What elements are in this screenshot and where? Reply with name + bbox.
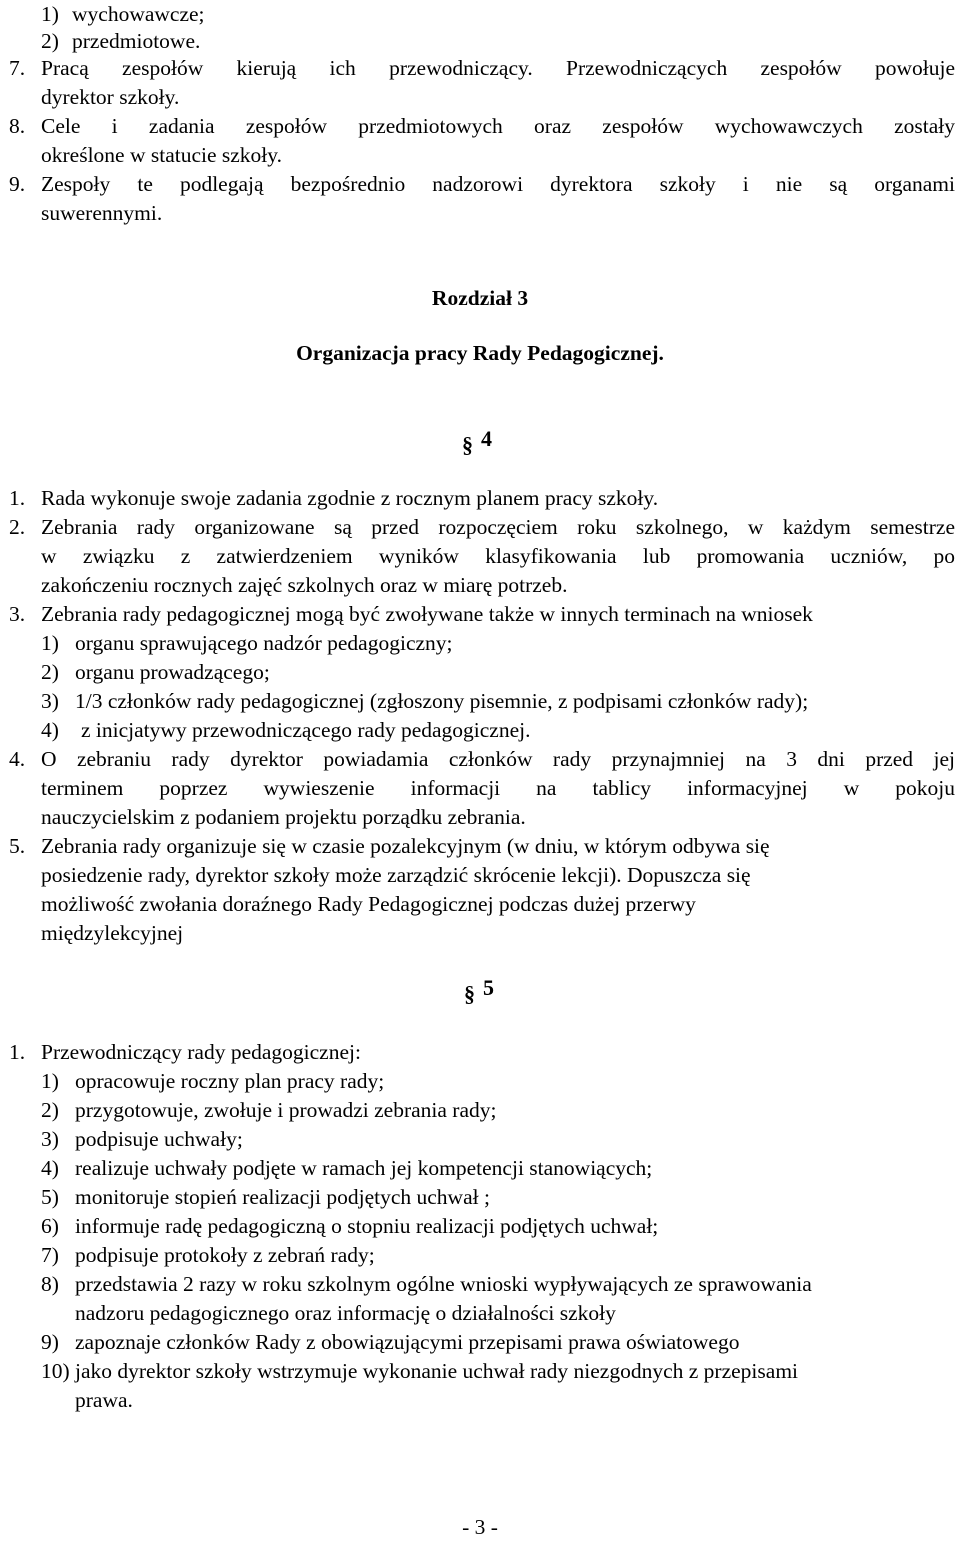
paragraph-line: w związku z zatwierdzeniem wyników klasyfikowania lub promowania uczniów, po xyxy=(41,544,955,568)
list-number: 3) xyxy=(41,1127,59,1151)
list-text: nadzoru pedagogicznego oraz informację o działalności szkoły xyxy=(75,1301,616,1325)
section-number: 5 xyxy=(483,975,494,1000)
list-text: przedstawia 2 razy w roku szkolnym ogólne wnioski wypływających ze sprawowania xyxy=(75,1272,812,1296)
paragraph-line: dyrektor szkoły. xyxy=(41,85,180,109)
paragraph-number: 9. xyxy=(9,172,26,196)
list-text: podpisuje protokoły z zebrań rady; xyxy=(75,1243,375,1267)
paragraph-line: posiedzenie rady, dyrektor szkoły może zarządzić skrócenie lekcji). Dopuszcza się xyxy=(41,863,751,887)
list-text: podpisuje uchwały; xyxy=(75,1127,243,1151)
list-text: zapoznaje członków Rady z obowiązującymi przepisami prawa oświatowego xyxy=(75,1330,740,1354)
list-number: 10) xyxy=(41,1359,70,1383)
paragraph-line: międzylekcyjnej xyxy=(41,921,184,945)
section-number: 4 xyxy=(481,426,492,451)
list-text: 1/3 członków rady pedagogicznej (zgłoszony pisemnie, z podpisami członków rady); xyxy=(75,689,809,713)
section-sign: § xyxy=(462,432,473,457)
list-text: prawa. xyxy=(75,1388,133,1412)
list-number: 1) xyxy=(41,2,59,26)
list-number: 1) xyxy=(41,1069,59,1093)
paragraph-line: Zebrania rady organizowane są przed rozpoczęciem roku szkolnego, w każdym semestrze xyxy=(41,515,955,539)
list-number: 6) xyxy=(41,1214,59,1238)
list-number: 2) xyxy=(41,1098,59,1122)
list-text: monitoruje stopień realizacji podjętych uchwał ; xyxy=(75,1185,490,1209)
paragraph-line: Zebrania rady pedagogicznej mogą być zwoływane także w innych terminach na wniosek xyxy=(41,602,813,626)
paragraph-line: Pracą zespołów kierują ich przewodniczący. Przewodniczących zespołów powołuje xyxy=(41,56,955,80)
chapter-subtitle: Organizacja pracy Rady Pedagogicznej. xyxy=(296,341,664,365)
list-text: jako dyrektor szkoły wstrzymuje wykonanie uchwał rady niezgodnych z przepisami xyxy=(75,1359,799,1383)
list-text: realizuje uchwały podjęte w ramach jej kompetencji stanowiących; xyxy=(75,1156,653,1180)
list-number: 7) xyxy=(41,1243,59,1267)
paragraph-number: 1. xyxy=(9,1040,26,1064)
list-text: przygotowuje, zwołuje i prowadzi zebrania rady; xyxy=(75,1098,497,1122)
section-5-heading xyxy=(464,973,494,1006)
list-text: przedmiotowe. xyxy=(72,29,201,53)
list-text: organu sprawującego nadzór pedagogiczny; xyxy=(75,631,453,655)
paragraph-number: 5. xyxy=(9,834,26,858)
list-text: wychowawcze; xyxy=(72,2,205,26)
list-number: 4) xyxy=(41,1156,59,1180)
paragraph-line: możliwość zwołania doraźnego Rady Pedagogicznej podczas dużej przerwy xyxy=(41,892,696,916)
list-text: informuje radę pedagogiczną o stopniu realizacji podjętych uchwał; xyxy=(75,1214,659,1238)
list-number: 5) xyxy=(41,1185,59,1209)
list-text: z inicjatywy przewodniczącego rady pedagogicznej. xyxy=(81,718,531,742)
section-sign: § xyxy=(464,981,475,1006)
paragraph-line: Zespoły te podlegają bezpośrednio nadzorowi dyrektora szkoły i nie są organami xyxy=(41,172,955,196)
paragraph-line: O zebraniu rady dyrektor powiadamia członków rady przynajmniej na 3 dni przed jej xyxy=(41,747,955,771)
paragraph-line: określone w statucie szkoły. xyxy=(41,143,283,167)
paragraph-number: 2. xyxy=(9,515,26,539)
list-number: 2) xyxy=(41,660,59,684)
paragraph-line: suwerennymi. xyxy=(41,201,163,225)
paragraph-line: Przewodniczący rady pedagogicznej: xyxy=(41,1040,361,1064)
section-4-heading xyxy=(462,424,492,457)
list-number: 2) xyxy=(41,29,59,53)
list-text: opracowuje roczny plan pracy rady; xyxy=(75,1069,385,1093)
paragraph-line: Zebrania rady organizuje się w czasie pozalekcyjnym (w dniu, w którym odbywa się xyxy=(41,834,770,858)
list-number: 3) xyxy=(41,689,59,713)
page-number: - 3 - xyxy=(462,1515,498,1539)
paragraph-line: nauczycielskim z podaniem projektu porządku zebrania. xyxy=(41,805,526,829)
chapter-title: Rozdział 3 xyxy=(431,286,529,310)
list-number: 4) xyxy=(41,718,59,742)
paragraph-line: zakończeniu rocznych zajęć szkolnych oraz w miarę potrzeb. xyxy=(41,573,568,597)
paragraph-number: 1. xyxy=(9,486,26,510)
list-text: organu prowadzącego; xyxy=(75,660,270,684)
list-number: 1) xyxy=(41,631,59,655)
list-number: 8) xyxy=(41,1272,59,1296)
paragraph-number: 8. xyxy=(9,114,26,138)
paragraph-number: 7. xyxy=(9,56,26,80)
paragraph-number: 3. xyxy=(9,602,26,626)
paragraph-line: Cele i zadania zespołów przedmiotowych oraz zespołów wychowawczych zostały xyxy=(41,114,955,138)
paragraph-number: 4. xyxy=(9,747,26,771)
paragraph-line: terminem poprzez wywieszenie informacji na tablicy informacyjnej w pokoju xyxy=(41,776,955,800)
paragraph-line: Rada wykonuje swoje zadania zgodnie z rocznym planem pracy szkoły. xyxy=(41,486,659,510)
list-number: 9) xyxy=(41,1330,59,1354)
